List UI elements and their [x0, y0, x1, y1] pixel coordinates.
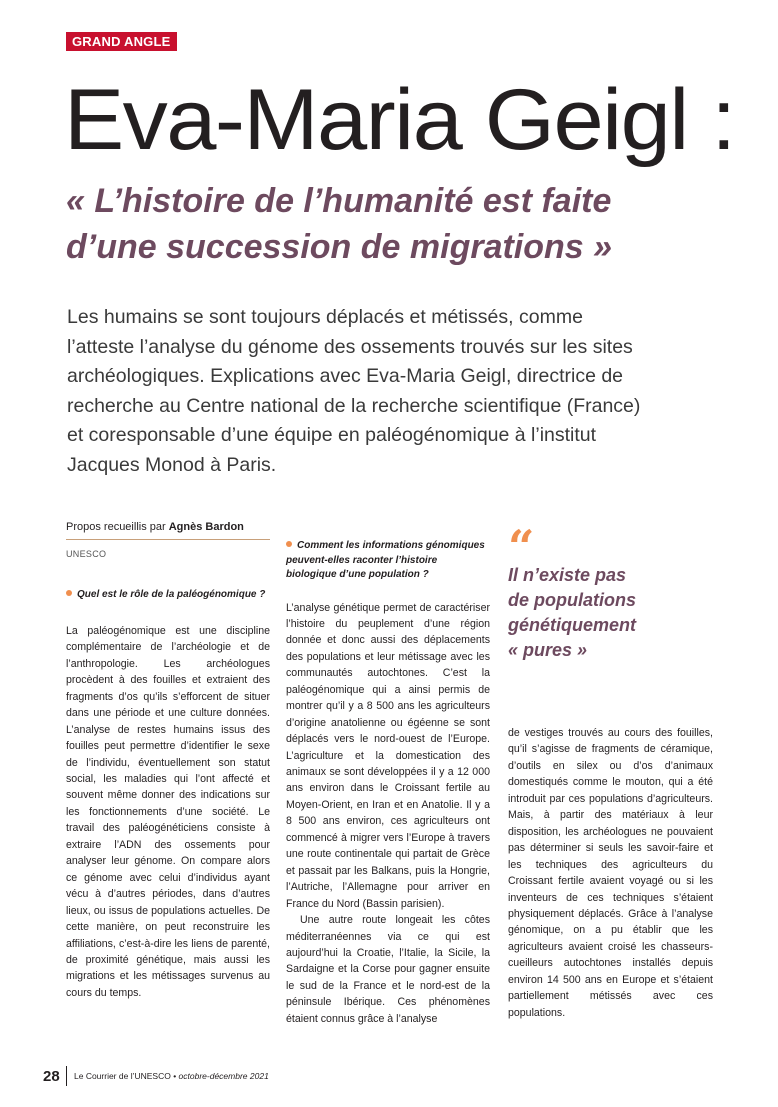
subtitle-line: « L’histoire de l’humanité est faite	[66, 182, 612, 220]
answer-2-paragraph-2: Une autre route longeait les côtes méditerranéennes via ce qui est aujourd’hui la Croatie, l’Italie, la Sicile, la Sardaigne et la Corse pour gagner ensuite le sud de la France et le nord-est de la péninsule Ibérique. Ces phénomènes étaient connus grâce à l’analyse	[286, 914, 490, 1025]
issue-date: octobre-décembre 2021	[178, 1071, 269, 1081]
byline-author: Agnès Bardon	[168, 521, 244, 533]
answer-1: La paléogénomique est une discipline complémentaire de l’archéologie et de l’anthropologie. Les archéologues procèdent à des fouilles et extraient des fragments d’os qu’ils s’efforcent de situer dans une période et une culture données. L’analyse de restes humains issus des fouilles peut permettre d’identifier le sexe de l’individu, éventuellement son statut social, les maladies qui l’ont affecté et souvent même donner des indications sur les fonctionnements d’une société. Le travail des paléogénéticiens consiste à extraire l’ADN des ossements pour analyser leur génome. On compare alors ce génome avec celui d’individus ayant vécu à d’autres périodes, dans d’autres lieux, ou issus de populations actuelles. De cette manière, on peut reconstruire les affiliations, c’est-à-dire les liens de parenté, de proximité génétique, mais aussi les migrations et les métissages survenus au cours du temps.	[66, 624, 270, 999]
answer-2-paragraph-1: L’analyse génétique permet de caractériser l’histoire du peuplement d’une région donnée et donc aussi des déplacements des populations et leur métissage avec les communautés autochtones. C’est la paléogénomique qui a ainsi permis de montrer qu’il y a 8 500 ans les agriculteurs d’origine anatolienne ou égéenne se sont déplacés vers le nord-ouest de l’Europe. L’agriculture et la domestication des animaux se sont développées il y a 12 000 ans environ dans le Croissant fertile au Moyen-Orient, en Iran et en Anatolie. Il y a 8 500 ans environ, ces agriculteurs ont commencé à migrer vers l’Europe à travers une route continentale qui partait de Grèce et passait par les Balkans, puis la Hongrie, l’Autriche, l’Allemagne pour arriver en France du Nord (Bassin parisien).	[286, 601, 490, 910]
pull-quote	[508, 563, 713, 663]
column-3	[508, 520, 713, 1021]
page-number: 28	[43, 1068, 60, 1085]
footer-divider	[66, 1066, 67, 1086]
lead-line: Les humains se sont toujours déplacés et métissés, comme	[67, 306, 583, 328]
subtitle	[66, 178, 756, 270]
subtitle-line: d’une succession de migrations »	[66, 228, 613, 266]
answer-2-continued: de vestiges trouvés au cours des fouilles, qu’il s’agisse de fragments de céramique, d’outils en silex ou d’os d’animaux domestiqués comme le mouton, qui a été introduit par ces populations d’agriculteurs. Mais, à partir des matériaux à leur disposition, les archéologues ne pouvaient pas déterminer si seuls les savoir-faire et les techniques des agriculteurs du Croissant fertile avaient voyagé ou si les inventeurs de ces techniques s’étaient physiquement déplacés. Grâce à l’analyse génomique, on a pu établir que les agriculteurs avaient croisé les chasseurs-cueilleurs autochtones installés depuis environ 14 500 ans en Europe et s’étaient partiellement métissés avec ces populations.	[508, 727, 713, 1019]
bullet-icon	[66, 590, 72, 596]
byline-prefix: Propos recueillis par	[66, 521, 169, 533]
byline-credit: UNESCO	[66, 549, 107, 559]
bullet-icon	[286, 541, 292, 547]
lead-paragraph	[67, 303, 757, 480]
page-title: Eva-Maria Geigl :	[64, 72, 735, 168]
question-1	[66, 588, 270, 603]
question-2	[286, 539, 490, 583]
pull-quote-line: « pures »	[508, 640, 588, 660]
lead-line: recherche au Centre national de la recherche scientifique (France)	[67, 394, 641, 417]
pull-quote-line: génétiquement	[508, 615, 637, 635]
lead-line: archéologiques. Explications avec Eva-Maria Geigl, directrice de	[67, 365, 624, 387]
column-2	[286, 539, 490, 1027]
column-1	[66, 519, 270, 1001]
quote-mark-icon: “	[508, 520, 531, 574]
footer-publication	[74, 1071, 269, 1081]
question-2-text: Comment les informations génomiques peuvent-elles raconter l’histoire biologique d’une population ?	[286, 540, 485, 580]
pull-quote-line: Il n’existe pas	[508, 565, 627, 585]
pull-quote-line: de populations	[508, 590, 636, 610]
byline	[66, 519, 270, 535]
lead-line: et coresponsable d’une équipe en paléogénomique à l’institut	[67, 424, 597, 446]
lead-line: Jacques Monod à Paris.	[67, 453, 277, 476]
byline-divider	[66, 539, 270, 540]
section-tag: GRAND ANGLE	[66, 32, 177, 51]
publication-name: Le Courrier de l’UNESCO •	[74, 1071, 179, 1081]
lead-line: l’atteste l’analyse du génome des ossements trouvés sur les sites	[67, 335, 633, 358]
question-1-text: Quel est le rôle de la paléogénomique ?	[77, 589, 266, 601]
